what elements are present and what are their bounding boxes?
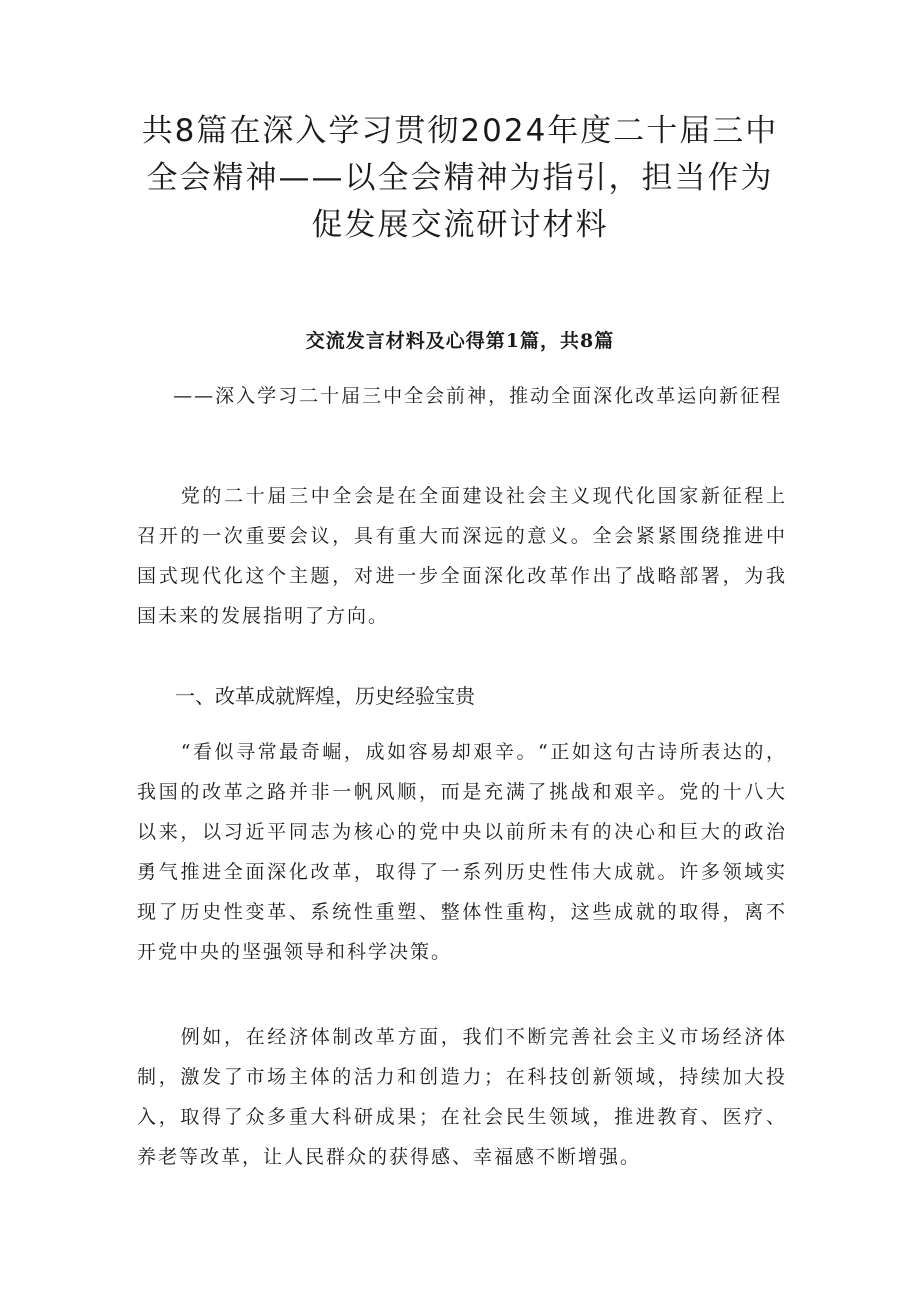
section-heading: 一、改革成就辉煌，历史经验宝贵	[175, 684, 475, 708]
document-subtitle: 交流发言材料及心得第1篇，共8篇	[305, 330, 615, 352]
document-title: 共8篇在深入学习贯彻2024年度二十届三中全会精神——以全会精神为指引，担当作为促发展交流研讨材料	[141, 113, 779, 243]
tagline-paragraph: ——深入学习二十届三中全会前神，推动全面深化改革运向新征程	[173, 385, 783, 407]
intro-paragraph: 党的二十届三中全会是在全面建设社会主义现代化国家新征程上召开的一次重要会议，具有重大而深远的意义。全会紧紧围绕推进中国式现代化这个主题，对进一步全面深化改革作出了战略部署，为我国未来的发展指明了方向。	[137, 485, 787, 627]
body-paragraph: 例如，在经济体制改革方面，我们不断完善社会主义市场经济体制，激发了市场主体的活力和创造力；在科技创新领域，持续加大投入，取得了众多重大科研成果；在社会民生领域，推进教育、医疗、养老等改革，让人民群众的获得感、幸福感不断增强。	[137, 1026, 787, 1168]
body-paragraph: “看似寻常最奇崛，成如容易却艰辛。“正如这句古诗所表达的，我国的改革之路并非一帆风顺，而是充满了挑战和艰辛。党的十八大以来，以习近平同志为核心的党中央以前所未有的决心和巨大的政治勇气推进全面深化改革，取得了一系列历史性伟大成就。许多领域实现了历史性变革、系统性重塑、整体性重构，这些成就的取得，离不开党中央的坚强领导和科学决策。	[137, 741, 787, 963]
